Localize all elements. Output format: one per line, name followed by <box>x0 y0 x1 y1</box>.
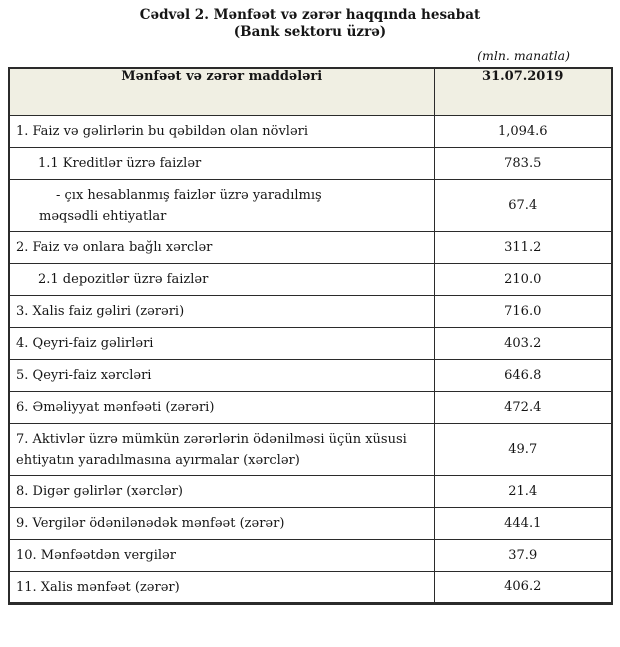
row-value-cell <box>434 263 612 295</box>
table-row <box>9 507 612 539</box>
row-value-cell <box>434 475 612 507</box>
row-value: 403.2 <box>504 335 542 351</box>
report-title: Cədvəl 2. Mənfəət və zərər haqqında hesabat <box>139 7 481 23</box>
row-label-line: - çıx hesablanmış faizlər üzrə yaradılmış <box>56 187 322 203</box>
row-label-cell <box>9 115 434 147</box>
row-value: 783.5 <box>504 155 542 171</box>
pl-table-body <box>9 115 612 603</box>
pl-table-header <box>9 68 612 115</box>
table-row <box>9 115 612 147</box>
pl-table <box>8 67 613 605</box>
table-row <box>9 539 612 571</box>
row-label-cell <box>9 231 434 263</box>
table-row <box>9 571 612 603</box>
row-label-cell <box>9 295 434 327</box>
row-label-line: 2. Faiz və onlara bağlı xərclər <box>16 239 213 255</box>
row-value-cell <box>434 571 612 603</box>
row-value: 646.8 <box>504 367 542 383</box>
row-label-cell <box>9 263 434 295</box>
row-label-line: ehtiyatın yaradılmasına ayırmalar (xərclər) <box>16 452 300 468</box>
row-value-cell <box>434 359 612 391</box>
row-label-line: 1. Faiz və gəlirlərin bu qəbildən olan növləri <box>16 123 309 139</box>
row-label-cell <box>9 423 434 475</box>
report-subtitle: (Bank sektoru üzrə) <box>233 24 387 40</box>
row-value: 311.2 <box>504 239 542 255</box>
row-label-line: məqsədli ehtiyatlar <box>39 208 167 224</box>
row-label-line: 3. Xalis faiz gəliri (zərəri) <box>16 303 185 319</box>
row-value: 37.9 <box>508 547 538 563</box>
row-value-cell <box>434 295 612 327</box>
row-label-cell <box>9 147 434 179</box>
row-label-cell <box>9 475 434 507</box>
row-label-cell <box>9 539 434 571</box>
header-row <box>9 68 612 115</box>
row-label-line: 8. Digər gəlirlər (xərclər) <box>16 483 183 499</box>
row-label-cell <box>9 327 434 359</box>
row-label-line: 10. Mənfəətdən vergilər <box>16 547 176 563</box>
row-label-line: 6. Əməliyyat mənfəəti (zərəri) <box>16 399 215 415</box>
row-value-cell <box>434 231 612 263</box>
table-row <box>9 327 612 359</box>
row-value: 1,094.6 <box>497 123 548 139</box>
header-date-column: 31.07.2019 <box>434 68 612 115</box>
row-label-line: 4. Qeyri-faiz gəlirləri <box>16 335 154 351</box>
table-row <box>9 231 612 263</box>
table-row <box>9 147 612 179</box>
row-value-cell <box>434 115 612 147</box>
row-value-cell <box>434 327 612 359</box>
row-label-cell <box>9 571 434 603</box>
unit-note: (mln. manatla) <box>477 48 570 63</box>
row-label-cell <box>9 179 434 231</box>
row-label-cell <box>9 507 434 539</box>
row-value: 49.7 <box>508 441 538 457</box>
row-value-cell <box>434 539 612 571</box>
header-items-column: Mənfəət və zərər maddələri <box>9 68 434 115</box>
row-value: 444.1 <box>504 515 542 531</box>
row-label-line: 2.1 depozitlər üzrə faizlər <box>38 271 209 287</box>
row-label-line: 11. Xalis mənfəət (zərər) <box>16 579 180 595</box>
row-value: 406.2 <box>504 579 542 594</box>
row-label-cell <box>9 359 434 391</box>
table-row <box>9 179 612 231</box>
table-row <box>9 423 612 475</box>
table-row <box>9 295 612 327</box>
report-page <box>0 7 620 605</box>
table-row <box>9 359 612 391</box>
row-value-cell <box>434 423 612 475</box>
row-value-cell <box>434 391 612 423</box>
row-label-cell <box>9 391 434 423</box>
row-value: 210.0 <box>504 271 542 287</box>
row-label-line: 1.1 Kreditlər üzrə faizlər <box>38 155 202 171</box>
table-row <box>9 475 612 507</box>
row-label-line: 9. Vergilər ödənilənədək mənfəət (zərər) <box>16 515 285 531</box>
table-row <box>9 391 612 423</box>
row-value: 716.0 <box>504 303 542 319</box>
row-label-line: 7. Aktivlər üzrə mümkün zərərlərin ödənilməsi üçün xüsusi <box>16 431 407 447</box>
row-value: 21.4 <box>508 483 538 499</box>
row-value-cell <box>434 179 612 231</box>
table-row <box>9 263 612 295</box>
row-value-cell <box>434 507 612 539</box>
row-value: 67.4 <box>508 197 538 213</box>
row-value: 472.4 <box>504 399 542 415</box>
row-label-line: 5. Qeyri-faiz xərcləri <box>16 367 152 383</box>
row-value-cell <box>434 147 612 179</box>
